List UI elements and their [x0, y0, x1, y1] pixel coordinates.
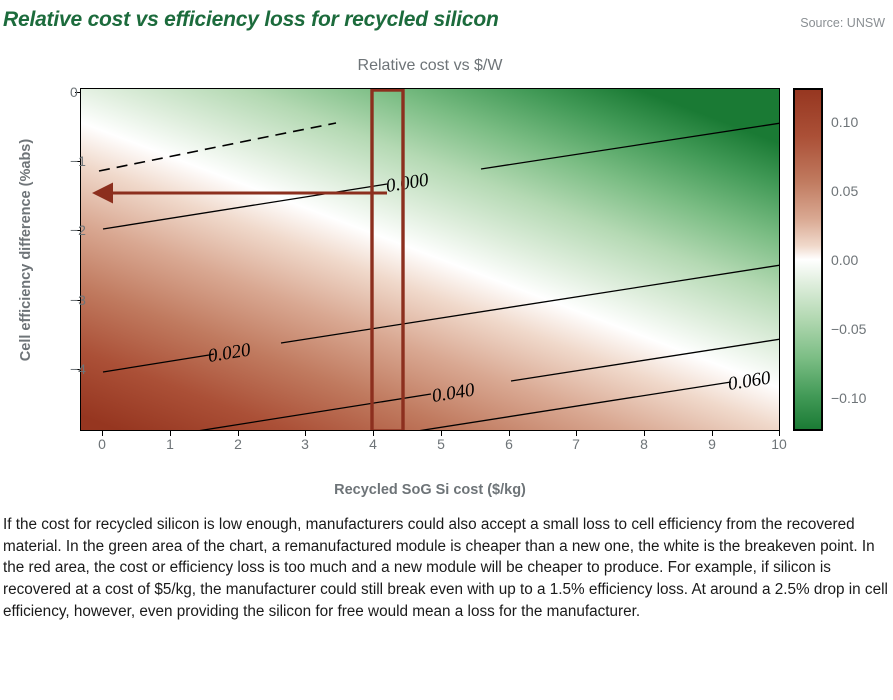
y-tick-label: 0	[70, 84, 78, 100]
contour-label-0000: 0.000	[384, 169, 431, 197]
colorbar	[793, 88, 867, 431]
heatmap-field	[81, 89, 780, 431]
y-tick-label: −4	[70, 361, 86, 377]
x-tick-label: 5	[437, 436, 445, 452]
colorbar-tick-label: −0.05	[831, 321, 867, 337]
chart-figure	[0, 42, 893, 512]
header	[0, 0, 893, 42]
x-tick-label: 2	[234, 436, 242, 452]
y-axis-label: Cell efficiency difference (%abs)	[18, 138, 34, 362]
y-tick-label: −1	[70, 153, 86, 169]
colorbar-tick-label: 0.10	[831, 114, 859, 130]
caption-text: If the cost for recycled silicon is low enough, manufacturers could also accept a small loss to cell efficiency from the recovered material. In the green area of the chart, a remanufactured module is cheaper than a new one, the white is the breakeven point. In the red area, the cost or efficiency loss is too much and a new module will be cheaper to produce. For example, if silicon is recovered at a cost of $5/kg, the manufacturer could still break even with up to a 1.5% efficiency loss. At around a 2.5% drop in cell efficiency, however, even providing the silicon for free would mean a loss for the manufacturer.	[3, 516, 888, 620]
x-tick-label: 10	[771, 436, 787, 452]
y-tick-label: −2	[70, 222, 86, 238]
colorbar-tick-label: 0.00	[831, 252, 859, 268]
heatmap-canvas	[80, 88, 780, 431]
heatmap-svg	[81, 89, 780, 431]
contour-label-0060: 0.060	[726, 367, 773, 395]
contour-label-0020: 0.020	[206, 339, 253, 367]
y-tick-label: −3	[70, 292, 86, 308]
x-tick-label: 1	[166, 436, 174, 452]
x-axis-label: Recycled SoG Si cost ($/kg)	[334, 482, 526, 498]
x-tick-label: 0	[98, 436, 106, 452]
source-credit: Source: UNSW	[800, 16, 885, 30]
colorbar-tick-label: 0.05	[831, 183, 859, 199]
x-tick-label: 7	[572, 436, 580, 452]
page-title: Relative cost vs efficiency loss for recycled silicon	[3, 8, 499, 31]
colorbar-gradient	[793, 88, 823, 431]
chart-title: Relative cost vs $/W	[357, 57, 503, 74]
contour-label-0040: 0.040	[430, 379, 477, 407]
plot-area	[70, 84, 787, 452]
x-tick-label: 8	[640, 436, 648, 452]
x-tick-label: 9	[708, 436, 716, 452]
colorbar-tick-label: −0.10	[831, 390, 867, 406]
x-tick-label: 4	[369, 436, 377, 452]
x-tick-label: 6	[505, 436, 513, 452]
x-tick-label: 3	[301, 436, 309, 452]
